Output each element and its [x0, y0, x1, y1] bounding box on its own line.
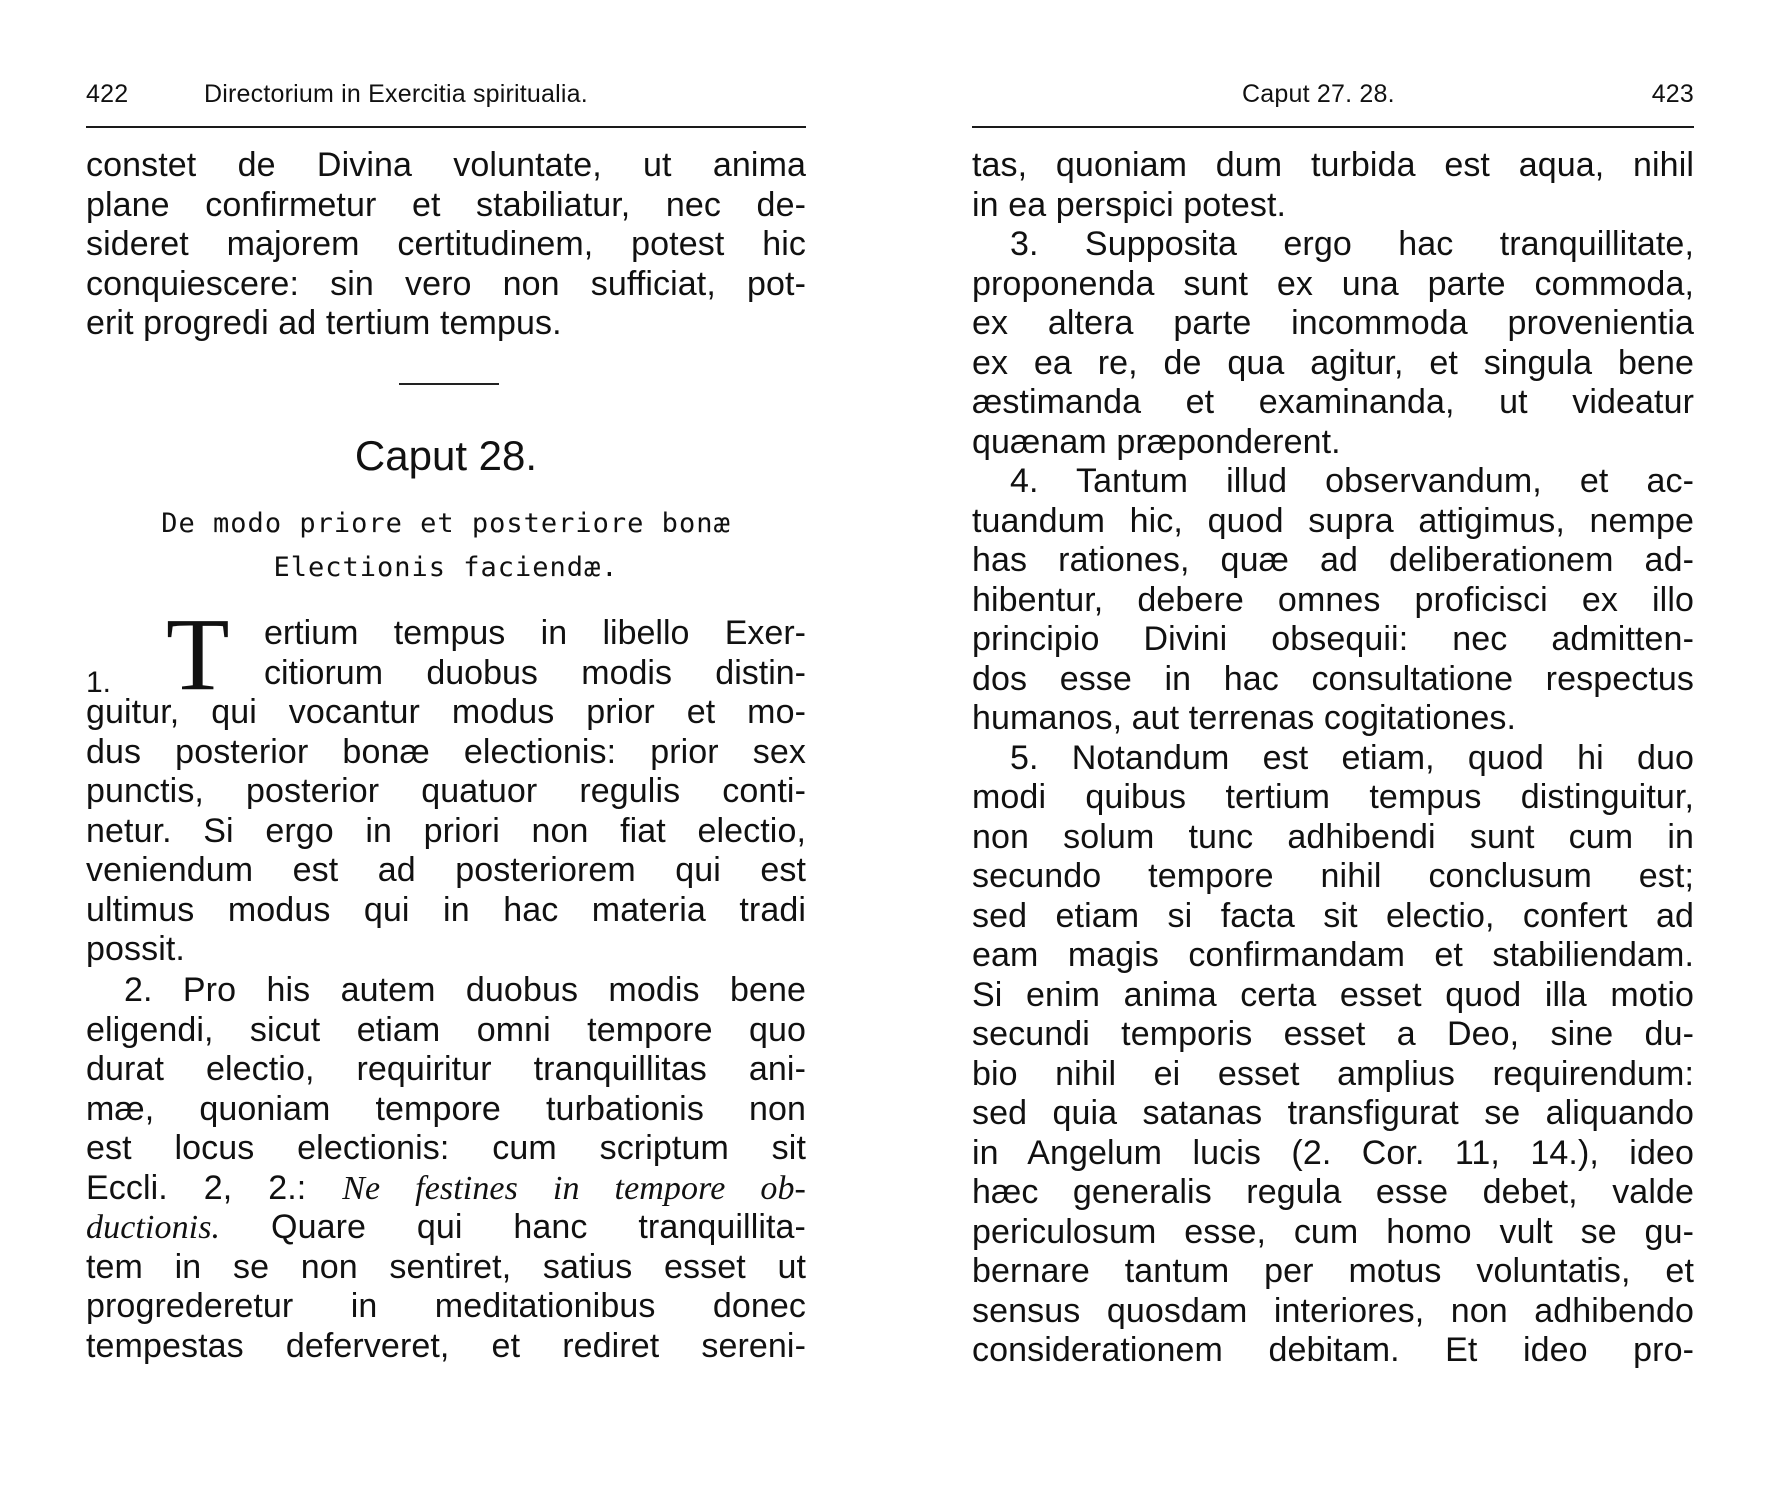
citation-quote: Ne festines in tempore ob- [342, 1169, 806, 1207]
text-line: netur. Si ergo in priori non fiat electio, [86, 811, 806, 850]
text-line: modi quibus tertium tempus distinguitur, [972, 778, 1694, 816]
text-line: bernare tantum per motus voluntatis, et [972, 1252, 1694, 1290]
text-line: æstimanda et examinanda, ut videatur [972, 383, 1694, 421]
text-line: 5. Notandum est etiam, quod hi duo [1010, 738, 1694, 777]
chapter-subtitle-line: De modo priore et posteriore bonæ [161, 508, 731, 539]
text-line: dos esse in hac consultatione respectus [972, 659, 1694, 698]
text-run: Quare qui hanc tranquillita- [220, 1208, 806, 1246]
text-line: considerationem debitam. Et ideo pro- [972, 1331, 1694, 1369]
text-line-citation [86, 1169, 806, 1209]
right-page [972, 78, 1694, 1369]
running-title: Caput 27. 28. [1242, 80, 1395, 108]
text-line: 2. Pro his autem duobus modis bene [124, 971, 806, 1009]
page-number: 423 [1651, 80, 1694, 108]
text-line: sed quia satanas transfigurat se aliquando [972, 1094, 1694, 1132]
text-line: ex altera parte incommoda provenientia [972, 304, 1694, 342]
text-line: quænam præponderent. [972, 422, 1341, 461]
section-separator [399, 383, 499, 385]
header-rule [86, 126, 806, 128]
text-line: progrederetur in meditationibus donec [86, 1287, 806, 1325]
text-line: hibentur, debere omnes proficisci ex illo [972, 580, 1694, 619]
paragraph-2 [86, 971, 806, 1366]
text-line-citation [86, 1208, 806, 1248]
left-page [86, 78, 806, 1365]
text-line: periculosum esse, cum homo vult se gu- [972, 1212, 1694, 1251]
text-line: possit. [86, 930, 185, 968]
paragraph-number: 1. [86, 666, 112, 699]
text-line: guitur, qui vocantur modus prior et mo- [86, 693, 806, 731]
text-line: veniendum est ad posteriorem qui est [86, 851, 806, 889]
text-line: tuandum hic, quod supra attigimus, nempe [972, 501, 1694, 540]
header-rule [972, 126, 1694, 128]
text-line: principio Divini obsequii: nec admitten- [972, 620, 1694, 658]
text-line: mæ, quoniam tempore turbationis non [86, 1089, 806, 1128]
text-line: secundo tempore nihil conclusum est; [972, 857, 1694, 895]
chapter-heading: Caput 28. [354, 432, 538, 479]
running-title: Directorium in Exercitia spiritualia. [204, 80, 588, 108]
text-line: erit progredi ad tertium tempus. [86, 304, 562, 342]
left-page-header [86, 78, 806, 116]
text-line: sideret majorem certitudinem, potest hic [86, 225, 806, 263]
text-line: in ea perspici potest. [972, 185, 1287, 224]
text-line: constet de Divina voluntate, ut anima [86, 146, 806, 184]
text-line: conquiescere: sin vero non sufficiat, pot- [86, 264, 806, 303]
text-line: tempestas deferveret, et rediret sereni- [86, 1326, 806, 1365]
text-line: in Angelum lucis (2. Cor. 11, 14.), ideo [972, 1133, 1694, 1172]
chapter-subtitle-line: Electionis faciendæ. [273, 552, 619, 583]
text-line: sensus quosdam interiores, non adhibendo [972, 1291, 1694, 1330]
text-line: has rationes, quæ ad deliberationem ad- [972, 541, 1694, 579]
text-line: ertium tempus in libello Exer- [264, 614, 806, 652]
chapter-subtitle [86, 502, 806, 590]
left-page-body [86, 146, 806, 344]
text-line: eligendi, sicut etiam omni tempore quo [86, 1010, 806, 1049]
right-page-header [972, 78, 1694, 116]
right-page-body [972, 146, 1694, 1371]
text-line: Si enim anima certa esset quod illa motio [972, 975, 1694, 1014]
text-line: hæc generalis regula esse debet, valde [972, 1173, 1694, 1211]
text-line: ultimus modus qui in hac materia tradi [86, 890, 806, 929]
text-line: non solum tunc adhibendi sunt cum in [972, 817, 1694, 856]
citation-ref: Eccli. 2, 2.: [86, 1168, 343, 1207]
text-line: tas, quoniam dum turbida est aqua, nihil [972, 146, 1694, 184]
drop-cap: T [166, 597, 230, 712]
text-line: bio nihil ei esset amplius requirendum: [972, 1054, 1694, 1093]
text-line: citiorum duobus modis distin- [264, 653, 806, 692]
text-line: proponenda sunt ex una parte commoda, [972, 264, 1694, 303]
text-line: durat electio, requiritur tranquillitas ani- [86, 1050, 806, 1088]
text-line: 3. Supposita ergo hac tranquillitate, [1010, 225, 1694, 263]
text-line: plane confirmetur et stabiliatur, nec de- [86, 185, 806, 224]
text-line: punctis, posterior quatuor regulis conti- [86, 772, 806, 810]
paragraph-1-body [86, 693, 806, 970]
text-line: eam magis confirmandam et stabiliendam. [972, 936, 1694, 974]
citation-quote: ductionis. [86, 1209, 221, 1246]
text-line: dus posterior bonæ electionis: prior sex [86, 732, 806, 771]
text-line: sed etiam si facta sit electio, confert ad [972, 896, 1694, 935]
text-line: ex ea re, de qua agitur, et singula bene [972, 343, 1694, 382]
text-line: est locus electionis: cum scriptum sit [86, 1129, 806, 1167]
text-line: tem in se non sentiret, satius esset ut [86, 1247, 806, 1286]
text-line: humanos, aut terrenas cogitationes. [972, 699, 1517, 737]
page-number: 422 [86, 80, 129, 108]
text-line: 4. Tantum illud observandum, et ac- [1010, 462, 1694, 500]
text-line: secundi temporis esset a Deo, sine du- [972, 1015, 1694, 1053]
left-top-paragraph [86, 146, 806, 344]
